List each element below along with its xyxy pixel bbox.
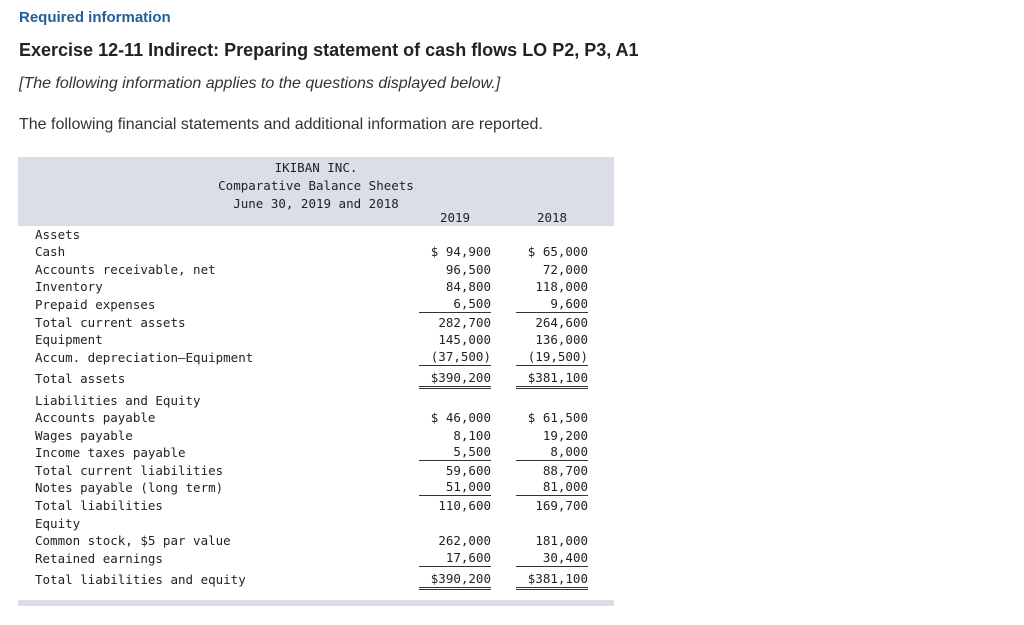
value-2019: 145,000 bbox=[438, 332, 491, 347]
year-2019-header: 2019 bbox=[439, 210, 471, 225]
row-income-taxes-payable bbox=[18, 444, 614, 461]
row-retained-earnings bbox=[18, 550, 614, 567]
row-label: Accounts receivable, net bbox=[35, 262, 216, 277]
value-2019: 17,600 bbox=[419, 550, 491, 567]
row-label: Accounts payable bbox=[35, 410, 156, 425]
value-2018: $ 61,500 bbox=[527, 410, 588, 425]
company-name: IKIBAN INC. bbox=[274, 160, 358, 175]
value-2018: 118,000 bbox=[535, 279, 588, 294]
row-label: Total liabilities bbox=[35, 498, 163, 513]
value-2019: 282,700 bbox=[438, 315, 491, 330]
row-total-liabilities bbox=[18, 497, 614, 514]
value-2019: 8,100 bbox=[453, 428, 491, 443]
row-label: Wages payable bbox=[35, 428, 133, 443]
value-2018: 19,200 bbox=[542, 428, 588, 443]
row-label: Total liabilities and equity bbox=[35, 572, 246, 587]
row-total-assets bbox=[18, 370, 614, 387]
row-total-current-assets bbox=[18, 314, 614, 331]
value-2019: $ 94,900 bbox=[430, 244, 491, 259]
statement-name: Comparative Balance Sheets bbox=[218, 178, 414, 193]
statement-date: June 30, 2019 and 2018 bbox=[233, 196, 399, 211]
value-2018: 81,000 bbox=[516, 479, 588, 496]
row-accum-depreciation bbox=[18, 349, 614, 366]
row-label: Total assets bbox=[35, 371, 126, 386]
row-label: Liabilities and Equity bbox=[35, 393, 201, 408]
row-label: Equipment bbox=[35, 332, 103, 347]
row-label: Income taxes payable bbox=[35, 445, 186, 460]
required-information-heading: Required information bbox=[19, 9, 171, 26]
row-label: Cash bbox=[35, 244, 66, 259]
value-2019: 96,500 bbox=[445, 262, 491, 277]
row-cash bbox=[18, 243, 614, 260]
value-2018: 72,000 bbox=[542, 262, 588, 277]
value-2018: 169,700 bbox=[535, 498, 588, 513]
row-label: Prepaid expenses bbox=[35, 297, 156, 312]
value-2019: 51,000 bbox=[419, 479, 491, 496]
row-label: Total current liabilities bbox=[35, 463, 224, 478]
value-2019: 84,800 bbox=[445, 279, 491, 294]
value-2018: 136,000 bbox=[535, 332, 588, 347]
row-label: Common stock, $5 par value bbox=[35, 533, 231, 548]
row-label: Total current assets bbox=[35, 315, 186, 330]
value-2018: 9,600 bbox=[516, 296, 588, 313]
row-equipment bbox=[18, 331, 614, 348]
value-2019: 262,000 bbox=[438, 533, 491, 548]
intro-text: The following financial statements and additional information are reported. bbox=[19, 116, 543, 133]
value-2019: 5,500 bbox=[419, 444, 491, 461]
value-2018: 88,700 bbox=[542, 463, 588, 478]
value-2018: 264,600 bbox=[535, 315, 588, 330]
row-label: Assets bbox=[35, 227, 81, 242]
row-label: Accum. depreciation—Equipment bbox=[35, 350, 254, 365]
value-2019: 6,500 bbox=[419, 296, 491, 313]
row-common-stock bbox=[18, 532, 614, 549]
row-wages-payable bbox=[18, 427, 614, 444]
row-prepaid-expenses bbox=[18, 296, 614, 313]
year-2018-header: 2018 bbox=[536, 210, 568, 225]
applies-note: [The following information applies to the questions displayed below.] bbox=[19, 75, 501, 92]
row-label: Inventory bbox=[35, 279, 103, 294]
value-2019: $390,200 bbox=[419, 571, 491, 590]
value-2019: 110,600 bbox=[438, 498, 491, 513]
sheet-header bbox=[18, 157, 614, 226]
row-accounts-payable bbox=[18, 409, 614, 426]
row-label: Retained earnings bbox=[35, 551, 163, 566]
row-accounts-receivable bbox=[18, 261, 614, 278]
row-liabilities-heading bbox=[18, 392, 614, 409]
row-equity-heading bbox=[18, 515, 614, 532]
row-notes-payable bbox=[18, 479, 614, 496]
value-2019: 59,600 bbox=[445, 463, 491, 478]
value-2018: 8,000 bbox=[516, 444, 588, 461]
value-2018: (19,500) bbox=[516, 349, 588, 366]
sheet-title-block bbox=[18, 159, 614, 213]
value-2019: (37,500) bbox=[419, 349, 491, 366]
value-2019: $ 46,000 bbox=[430, 410, 491, 425]
row-label: Notes payable (long term) bbox=[35, 480, 224, 495]
balance-sheet bbox=[18, 157, 614, 606]
value-2018: 181,000 bbox=[535, 533, 588, 548]
value-2018: $381,100 bbox=[516, 370, 588, 389]
exercise-title: Exercise 12-11 Indirect: Preparing statement of cash flows LO P2, P3, A1 bbox=[19, 40, 639, 60]
value-2018: $381,100 bbox=[516, 571, 588, 590]
sheet-footer-bar bbox=[18, 600, 614, 606]
value-2018: 30,400 bbox=[516, 550, 588, 567]
row-assets-heading bbox=[18, 226, 614, 243]
row-total-current-liabilities bbox=[18, 462, 614, 479]
row-label: Equity bbox=[35, 516, 81, 531]
row-inventory bbox=[18, 278, 614, 295]
value-2018: $ 65,000 bbox=[527, 244, 588, 259]
row-total-liabilities-and-equity bbox=[18, 571, 614, 588]
value-2019: $390,200 bbox=[419, 370, 491, 389]
